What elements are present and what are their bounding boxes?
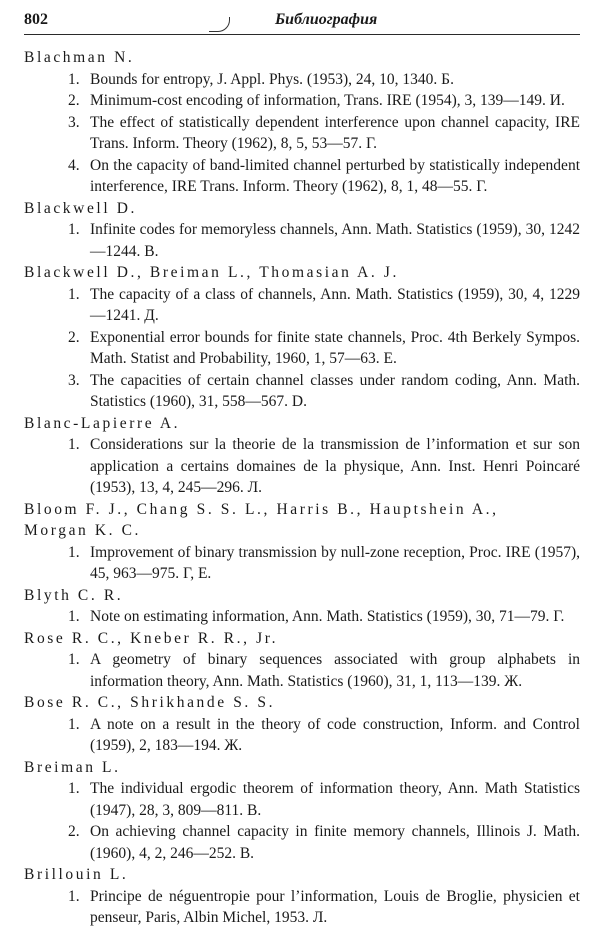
reference-number: 1. [68,887,80,905]
reference-item [0,69,600,91]
reference-item [0,90,600,112]
reference-text: Minimum-cost encoding of information, Trans. IRE (1954), 3, 139—149. И. [90,92,565,109]
reference-text: A geometry of binary sequences associated with group alphabets in information theory, Ann. Math. Statistics (1960), 31, 1, 113—139. Ж. [90,651,580,690]
bibliography-entry [0,413,600,499]
bibliography-entry [0,47,600,198]
reference-number: 3. [68,371,80,389]
reference-number: 1. [68,70,80,88]
reference-text: Bounds for entropy, J. Appl. Phys. (1953), 24, 10, 1340. Б. [90,70,454,88]
bibliography-entry [0,864,600,929]
page-number: 802 [24,11,48,28]
reference-item [0,219,600,262]
reference-text: On achieving channel capacity in finite memory channels, Illinois J. Math. (1960), 4, 2, 246—252. В. [90,823,580,862]
bibliography-list [0,47,600,929]
bibliography-entry [0,262,600,413]
ornament-mark [209,17,230,32]
reference-text: Improvement of binary transmission by null-zone reception, Proc. IRE (1957), 45, 963—975. Г, Е. [90,543,580,582]
reference-item [0,606,600,628]
reference-number: 3. [68,113,80,131]
reference-item [0,155,600,198]
bibliography-entry [0,198,600,263]
reference-text: The capacities of certain channel classes under random coding, Ann. Math. Statistics (1960), 31, 558—567. D. [90,371,580,410]
reference-number: 4. [68,156,80,174]
reference-item [0,821,600,864]
header-rule [24,34,580,35]
reference-number: 2. [68,328,80,346]
bibliography-entry [0,628,600,693]
entry-author: Rose R. C., Kneber R. R., Jr. [24,629,279,647]
entry-author: Bose R. C., Shrikhande S. S. [24,694,276,711]
reference-item [0,284,600,327]
entry-author: Blanc-Lapierre A. [24,414,181,432]
reference-item [0,714,600,757]
running-title: Библиография [275,11,378,28]
bibliography-entry [0,585,600,628]
bibliography-entry [0,499,600,585]
reference-number: 1. [68,780,80,797]
reference-number: 1. [68,608,80,625]
reference-item [0,542,600,585]
reference-item [0,370,600,413]
reference-text: The individual ergodic theorem of information theory, Ann. Math Statistics (1947), 28, 3, 809—811. В. [90,780,580,819]
reference-number: 1. [68,436,80,453]
entry-author: Brillouin L. [24,866,129,883]
reference-text: The capacity of a class of channels, Ann. Math. Statistics (1959), 30, 4, 1229—1241. Д. [90,285,580,324]
entry-author: Blyth C. R. [24,586,124,604]
reference-number: 1. [68,285,80,303]
reference-item [0,886,600,929]
page-header [24,11,580,35]
reference-number: 1. [68,543,80,561]
reference-item [0,649,600,692]
reference-item [0,778,600,821]
reference-number: 2. [68,823,80,840]
reference-text: A note on a result in the theory of code construction, Inform. and Control (1959), 2, 183—194. Ж. [90,715,580,754]
entry-author: Blachman N. [24,49,135,66]
bibliography-entry [0,757,600,865]
entry-author: Bloom F. J., Chang S. S. L., Harris B., Hauptshein A., Morgan K. C. [24,500,499,539]
reference-text: Exponential error bounds for finite state channels, Proc. 4th Berkely Sympos. Math. Statist and Probability, 1960, 1, 57—63. Е. [90,328,580,367]
reference-text: The effect of statistically dependent interference upon channel capacity, IRE Trans. Inform. Theory (1962), 8, 5, 53—57. Г. [90,113,580,152]
reference-text: On the capacity of band-limited channel perturbed by statistically independent interference, IRE Trans. Inform. Theory (1962), 8, 1, 48—55. Г. [90,156,580,195]
reference-item [0,327,600,370]
reference-number: 1. [68,221,80,238]
entry-author: Breiman L. [24,758,121,776]
reference-text: Considerations sur la theorie de la transmission de l’information et sur son application a certains domaines de la physique, Ann. Inst. Henri Poincaré (1953), 13, 4, 245—296. Л. [90,436,580,496]
reference-text: Note on estimating information, Ann. Math. Statistics (1959), 30, 71—79. Г. [90,608,565,625]
reference-number: 1. [68,651,80,668]
bibliography-entry [0,692,600,757]
reference-text: Infinite codes for memoryless channels, Ann. Math. Statistics (1959), 30, 1242—1244. В. [90,221,580,260]
reference-number: 2. [68,92,80,109]
reference-text: Principe de néguentropie pour l’information, Louis de Broglie, physicien et penseur, Paris, Albin Michel, 1953. Л. [90,887,580,926]
reference-item [0,434,600,499]
entry-author: Blackwell D., Breiman L., Thomasian A. J. [24,264,399,281]
reference-item [0,112,600,155]
entry-author: Blackwell D. [24,199,137,217]
reference-number: 1. [68,715,80,733]
